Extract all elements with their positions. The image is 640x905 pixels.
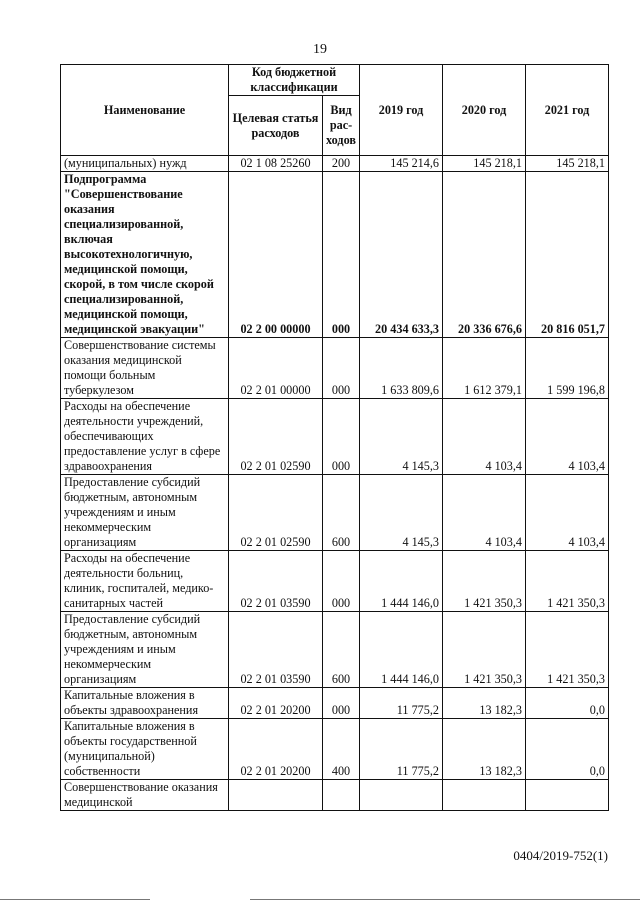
row-name: (муниципальных) нужд	[61, 156, 229, 172]
row-name: Расходы на обеспечение деятельности больниц, клиник, госпиталей, медико-санитарных частей	[61, 551, 229, 612]
row-code: 02 2 01 20200	[229, 688, 323, 719]
header-kbk: Код бюджетной классификации	[229, 65, 360, 96]
row-code	[229, 780, 323, 811]
table-row	[61, 612, 609, 688]
row-2020: 1 421 350,3	[443, 551, 526, 612]
row-2021: 1 421 350,3	[526, 551, 609, 612]
row-2020: 13 182,3	[443, 719, 526, 780]
row-kind: 000	[323, 399, 360, 475]
row-2020: 145 218,1	[443, 156, 526, 172]
row-2021: 1 599 196,8	[526, 338, 609, 399]
row-2021: 4 103,4	[526, 475, 609, 551]
row-2021: 0,0	[526, 688, 609, 719]
row-name: Капитальные вложения в объекты государственной (муниципальной) собственности	[61, 719, 229, 780]
row-kind: 000	[323, 172, 360, 338]
table-row	[61, 551, 609, 612]
row-kind: 400	[323, 719, 360, 780]
row-2019: 4 145,3	[360, 475, 443, 551]
row-kind: 600	[323, 612, 360, 688]
row-2019	[360, 780, 443, 811]
row-2020: 1 421 350,3	[443, 612, 526, 688]
header-2020: 2020 год	[443, 65, 526, 156]
header-2021: 2021 год	[526, 65, 609, 156]
row-name: Расходы на обеспечение деятельности учреждений, обеспечивающих предоставление услуг в сфере здравоохранения	[61, 399, 229, 475]
row-kind: 600	[323, 475, 360, 551]
row-2020: 1 612 379,1	[443, 338, 526, 399]
row-code: 02 1 08 25260	[229, 156, 323, 172]
row-2019: 20 434 633,3	[360, 172, 443, 338]
table-row	[61, 780, 609, 811]
row-name: Подпрограмма "Совершенствование оказания специализированной, включая высокотехнологичную, медицинской помощи, скорой, в том числе скорой специализированной, медицинской помощи, медицинской эвакуации"	[61, 172, 229, 338]
table-row	[61, 688, 609, 719]
row-code: 02 2 00 00000	[229, 172, 323, 338]
row-name: Капитальные вложения в объекты здравоохранения	[61, 688, 229, 719]
row-code: 02 2 01 20200	[229, 719, 323, 780]
row-2019: 1 444 146,0	[360, 612, 443, 688]
table-row	[61, 156, 609, 172]
row-kind	[323, 780, 360, 811]
row-code: 02 2 01 02590	[229, 399, 323, 475]
row-2021: 1 421 350,3	[526, 612, 609, 688]
row-2020: 20 336 676,6	[443, 172, 526, 338]
row-2021: 20 816 051,7	[526, 172, 609, 338]
table-row	[61, 399, 609, 475]
row-kind: 000	[323, 688, 360, 719]
row-2019: 145 214,6	[360, 156, 443, 172]
scan-edge-line	[250, 899, 640, 900]
table-row	[61, 475, 609, 551]
page-number: 19	[313, 42, 327, 57]
header-2019: 2019 год	[360, 65, 443, 156]
row-2019: 4 145,3	[360, 399, 443, 475]
row-code: 02 2 01 03590	[229, 612, 323, 688]
row-kind: 000	[323, 338, 360, 399]
row-code: 02 2 01 03590	[229, 551, 323, 612]
row-2019: 1 444 146,0	[360, 551, 443, 612]
row-name: Предоставление субсидий бюджетным, автономным учреждениям и иным некоммерческим организациям	[61, 612, 229, 688]
row-kind: 000	[323, 551, 360, 612]
row-kind: 200	[323, 156, 360, 172]
row-2020	[443, 780, 526, 811]
header-kind: Вид рас-ходов	[323, 96, 360, 156]
row-2021: 0,0	[526, 719, 609, 780]
row-name: Совершенствование системы оказания медицинской помощи больным туберкулезом	[61, 338, 229, 399]
row-code: 02 2 01 02590	[229, 475, 323, 551]
row-name: Совершенствование оказания медицинской	[61, 780, 229, 811]
row-2020: 4 103,4	[443, 475, 526, 551]
scan-edge-line	[0, 899, 150, 900]
header-row	[61, 65, 609, 96]
header-target: Целевая статья расходов	[229, 96, 323, 156]
table-row-subprogram	[61, 172, 609, 338]
row-2021: 4 103,4	[526, 399, 609, 475]
header-name: Наименование	[61, 65, 229, 156]
table-row	[61, 719, 609, 780]
row-2021	[526, 780, 609, 811]
row-2019: 11 775,2	[360, 688, 443, 719]
row-2020: 13 182,3	[443, 688, 526, 719]
document-code: 0404/2019-752(1)	[513, 848, 608, 863]
budget-table	[60, 64, 609, 811]
row-2019: 1 633 809,6	[360, 338, 443, 399]
row-name: Предоставление субсидий бюджетным, автономным учреждениям и иным некоммерческим организациям	[61, 475, 229, 551]
table-row	[61, 338, 609, 399]
row-code: 02 2 01 00000	[229, 338, 323, 399]
row-2020: 4 103,4	[443, 399, 526, 475]
row-2021: 145 218,1	[526, 156, 609, 172]
row-2019: 11 775,2	[360, 719, 443, 780]
